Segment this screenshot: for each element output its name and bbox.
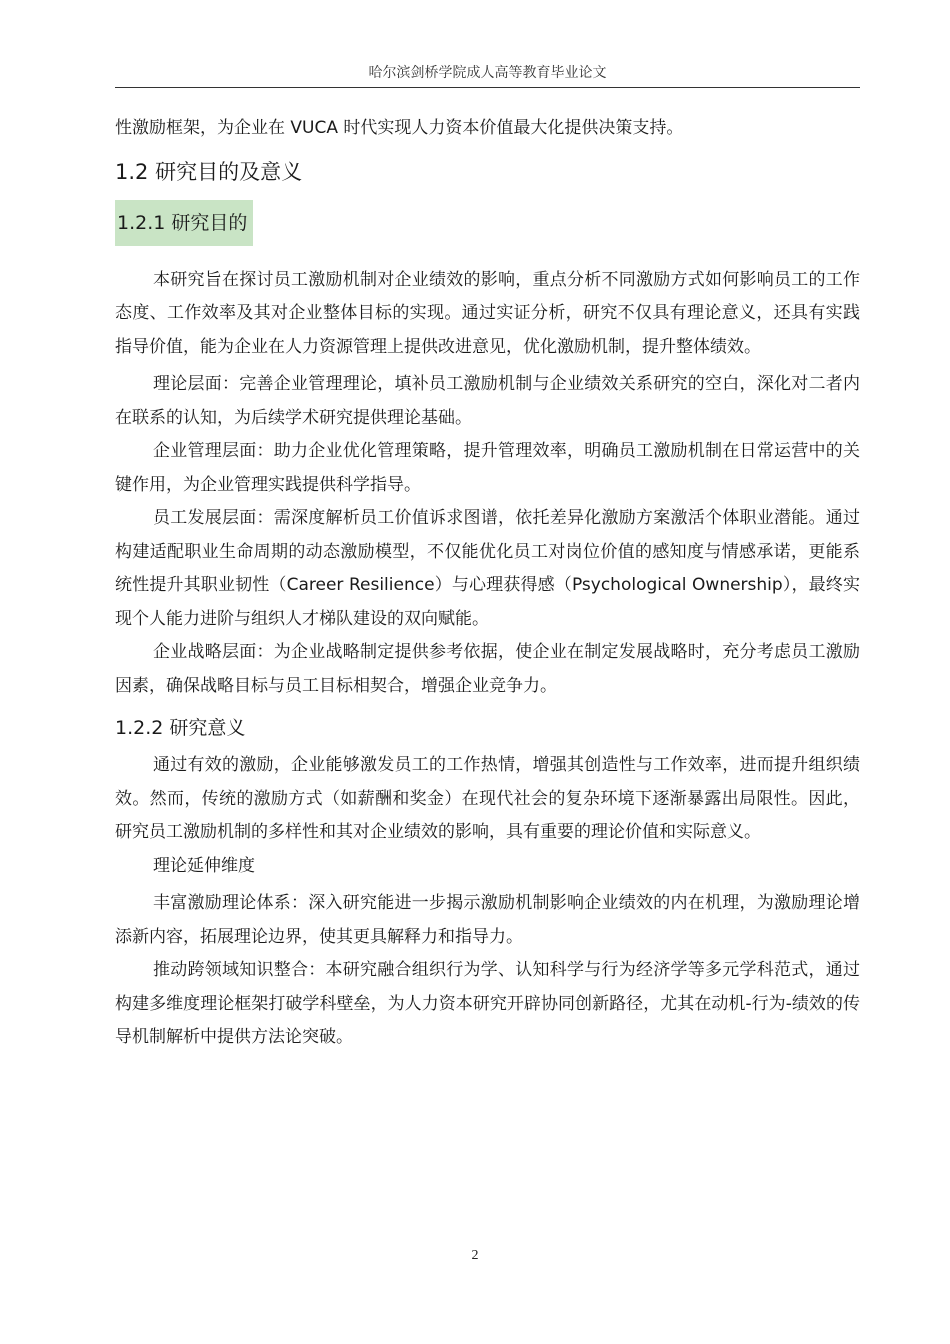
page-number: 2 [471, 1248, 479, 1263]
subsection-heading-wrap-1-2-1 [115, 196, 860, 256]
cross-domain-paragraph: 推动跨领域知识整合：本研究融合组织行为学、认知科学与行为经济学等多元学科范式，通过构建多维度理论框架打破学科壁垒，为人力资本研究开辟协同创新路径，尤其在动机-行为-绩效的传导机制解析中提供方法论突破。 [115, 960, 860, 1047]
theory-extension-label: 理论延伸维度 [153, 855, 255, 876]
employee-level-paragraph: 员工发展层面：需深度解析员工价值诉求图谱，依托差异化激励方案激活个体职业潜能。通过构建适配职业生命周期的动态激励模型，不仅能优化员工对岗位价值的感知度与情感承诺，更能系统性提升其职业韧性（Career Resilience）与心理获得感（Psychological Ownership），最终实现个人能力进阶与组织人才梯队建设的双向赋能。 [115, 508, 860, 629]
purpose-paragraph: 本研究旨在探讨员工激励机制对企业绩效的影响，重点分析不同激励方式如何影响员工的工作态度、工作效率及其对企业整体目标的实现。通过实证分析，研究不仅具有理论意义，还具有实践指导价值，能为企业在人力资源管理上提供改进意见，优化激励机制，提升整体绩效。 [115, 269, 860, 357]
section-heading-1-2: 1.2 研究目的及意义 [115, 159, 303, 184]
theory-level-paragraph: 理论层面：完善企业管理理论，填补员工激励机制与企业绩效关系研究的空白，深化对二者内在联系的认知，为后续学术研究提供理论基础。 [115, 374, 860, 428]
page-content [115, 112, 860, 1055]
subsection-heading-1-2-1: 1.2.1 研究目的 [115, 200, 253, 246]
management-level-paragraph: 企业管理层面：助力企业优化管理策略，提升管理效率，明确员工激励机制在日常运营中的关键作用，为企业管理实践提供科学指导。 [115, 441, 860, 495]
continuation-paragraph: 性激励框架，为企业在 VUCA 时代实现人力资本价值最大化提供决策支持。 [115, 118, 684, 138]
strategy-level-paragraph: 企业战略层面：为企业战略制定提供参考依据，使企业在制定发展战略时，充分考虑员工激励因素，确保战略目标与员工目标相契合，增强企业竞争力。 [115, 642, 860, 696]
enrich-theory-paragraph: 丰富激励理论体系：深入研究能进一步揭示激励机制影响企业绩效的内在机理，为激励理论增添新内容，拓展理论边界，使其更具解释力和指导力。 [115, 893, 860, 947]
running-header: 哈尔滨剑桥学院成人高等教育毕业论文 [368, 65, 607, 81]
header-rule [115, 87, 860, 88]
subsection-heading-1-2-2: 1.2.2 研究意义 [115, 717, 246, 739]
significance-paragraph: 通过有效的激励，企业能够激发员工的工作热情，增强其创造性与工作效率，进而提升组织绩效。然而，传统的激励方式（如薪酬和奖金）在现代社会的复杂环境下逐渐暴露出局限性。因此，研究员工激励机制的多样性和其对企业绩效的影响，具有重要的理论价值和实际意义。 [115, 755, 860, 842]
